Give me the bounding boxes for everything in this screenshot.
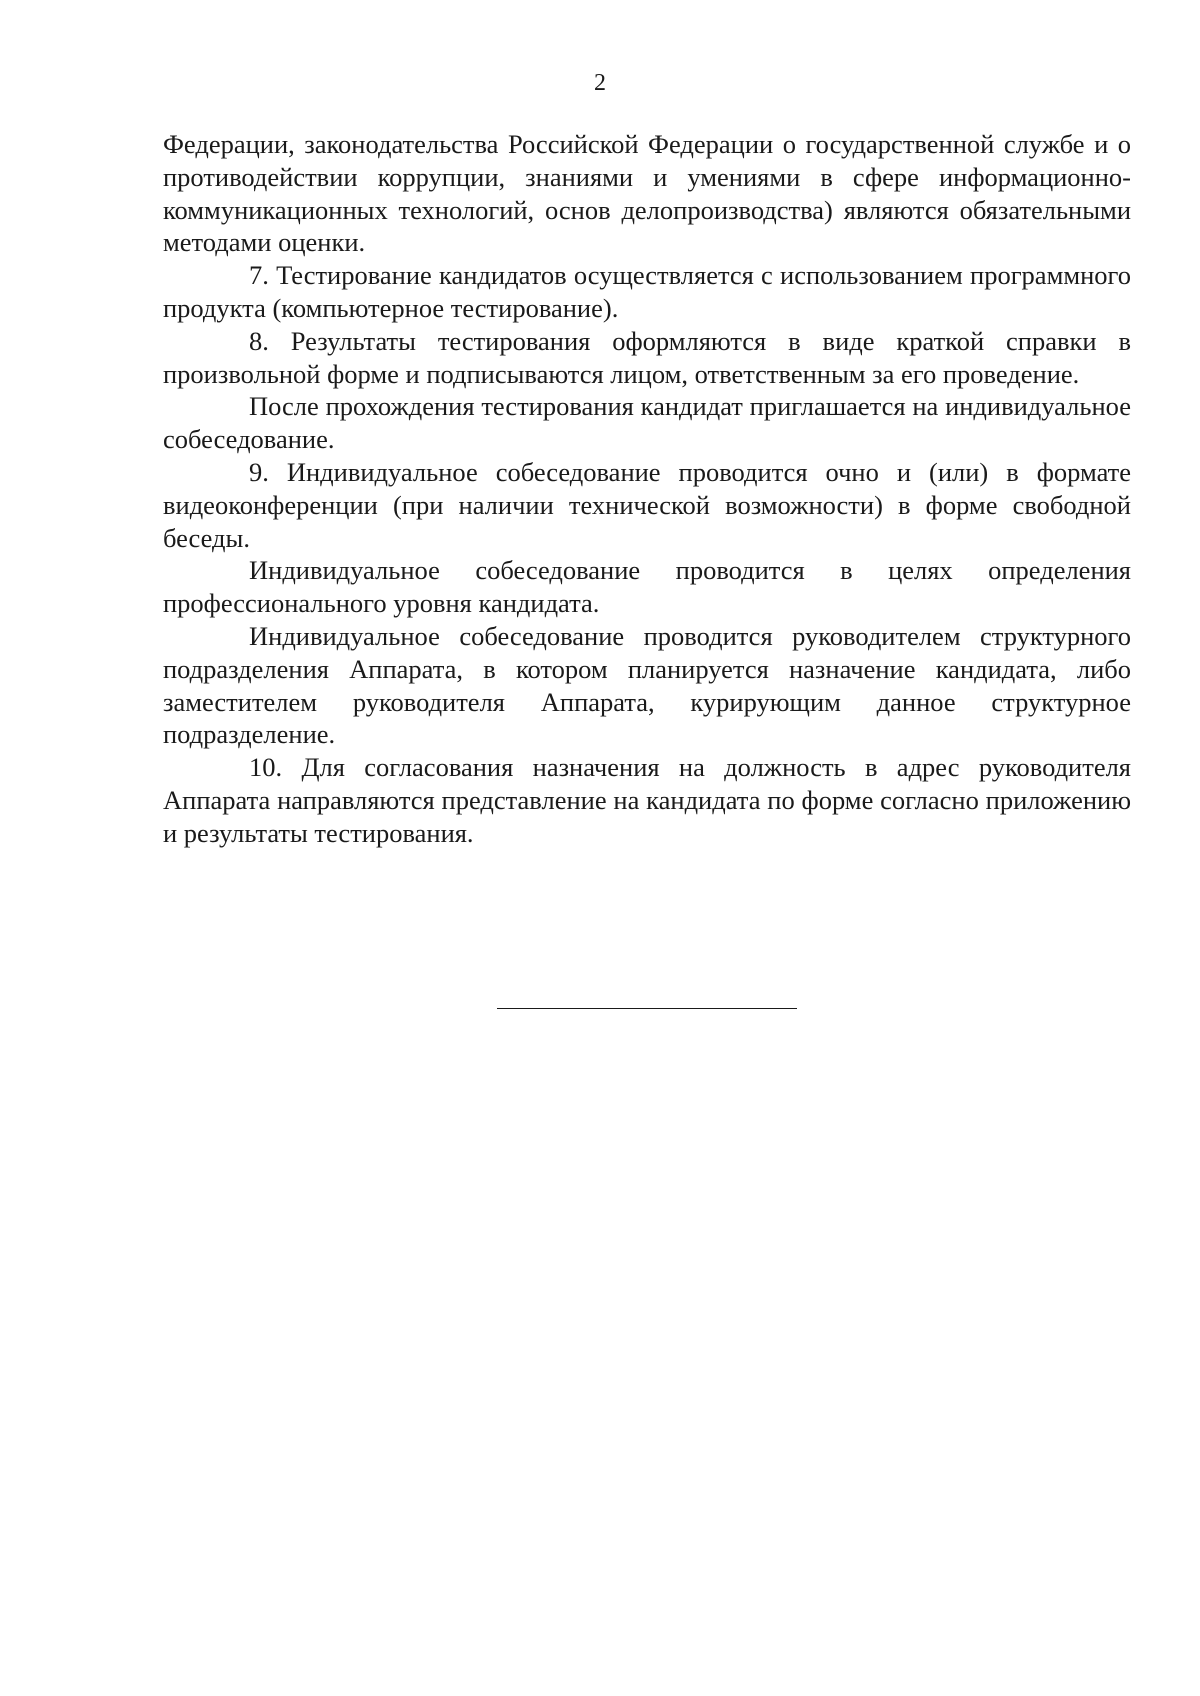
paragraph-interview-purpose: Индивидуальное собеседование проводится в целях определения профессионального уровня кандидата.	[163, 555, 1131, 619]
paragraph-item-10: 10. Для согласования назначения на должность в адрес руководителя Аппарата направляются представление на кандидата по форме согласно приложению и результаты тестирования.	[163, 752, 1131, 848]
paragraph-interview-invitation: После прохождения тестирования кандидат приглашается на индивидуальное собеседование.	[163, 391, 1131, 455]
document-body	[163, 128, 1131, 850]
end-separator-line	[497, 1008, 797, 1009]
paragraph-item-8: 8. Результаты тестирования оформляются в виде краткой справки в произвольной форме и подписываются лицом, ответственным за его проведение.	[163, 325, 1131, 389]
page-number: 2	[594, 70, 606, 96]
paragraph-item-9: 9. Индивидуальное собеседование проводится очно и (или) в формате видеоконференции (при наличии технической возможности) в форме свободной беседы.	[163, 456, 1131, 553]
paragraph-continuation: Федерации, законодательства Российской Федерации о государственной службе и о противодействии коррупции, знаниями и умениями в сфере информационно-коммуникационных технологий, основ делопроизводства) являются обязательными методами оценки.	[163, 129, 1131, 258]
paragraph-item-7: 7. Тестирование кандидатов осуществляется с использованием программного продукта (компьютерное тестирование).	[163, 260, 1131, 323]
paragraph-interview-conductor: Индивидуальное собеседование проводится руководителем структурного подразделения Аппарата, в котором планируется назначение кандидата, либо заместителем руководителя Аппарата, курирующим данное структурное подразделение.	[163, 620, 1131, 750]
